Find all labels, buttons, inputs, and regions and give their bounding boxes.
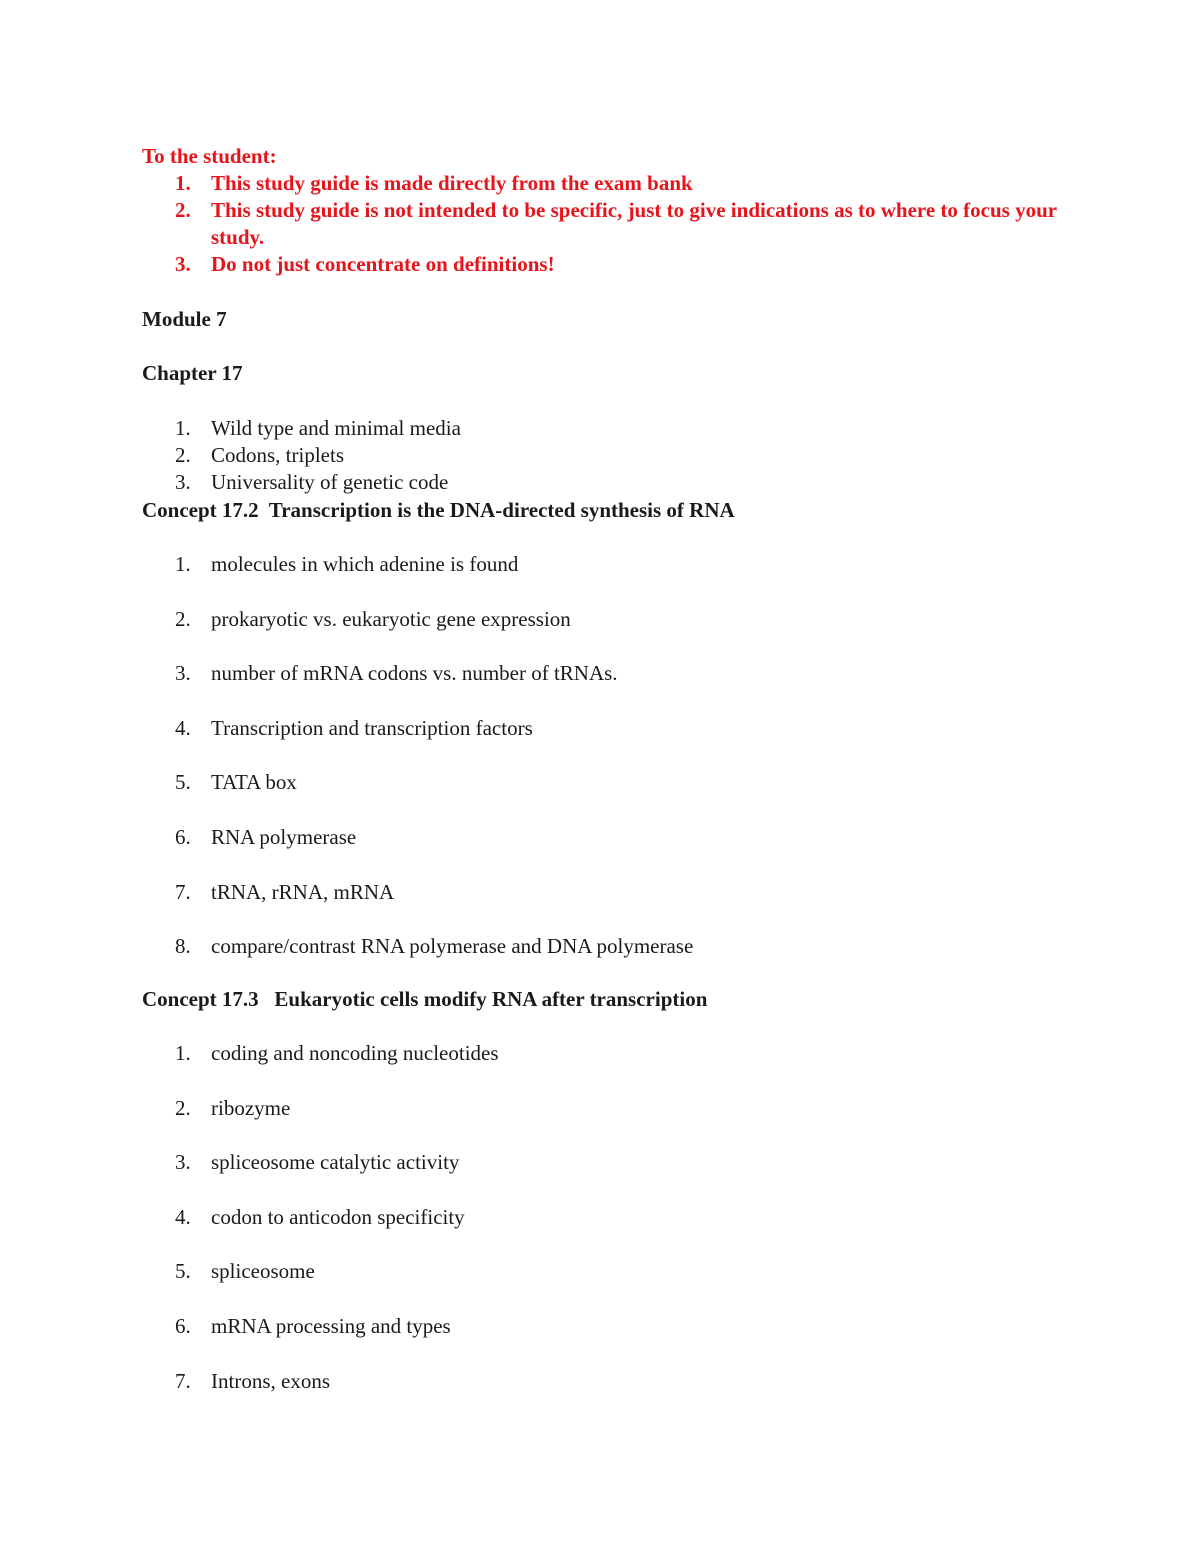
concept-17-2-list <box>142 551 693 960</box>
list-item-number: 2. <box>175 443 191 467</box>
list-item-text: prokaryotic vs. eukaryotic gene expression <box>211 606 571 631</box>
list-item-number: 4. <box>175 1204 191 1229</box>
list-item-text: TATA box <box>211 770 297 795</box>
list-item <box>142 715 693 742</box>
list-item-text: mRNA processing and types <box>211 1313 451 1338</box>
list-item-number: 6. <box>175 1313 191 1338</box>
list-item <box>142 933 693 960</box>
list-item <box>142 442 461 469</box>
list-item-text: spliceosome <box>211 1259 315 1284</box>
list-item <box>142 251 1061 278</box>
list-item-text: Wild type and minimal media <box>211 416 461 440</box>
intro-list <box>142 170 1061 278</box>
list-item-number: 5. <box>175 770 191 795</box>
list-item-number: 3. <box>175 661 191 686</box>
list-item-number: 7. <box>175 879 191 904</box>
module-heading: Module 7 <box>142 307 227 331</box>
list-item <box>142 769 693 796</box>
list-item <box>142 606 693 633</box>
list-item-number: 7. <box>175 1368 191 1393</box>
list-item-number: 2. <box>175 198 191 222</box>
list-item-number: 3. <box>175 1150 191 1175</box>
list-item-text: Codons, triplets <box>211 443 345 467</box>
list-item-number: 1. <box>175 171 191 195</box>
list-item-text: molecules in which adenine is found <box>211 552 519 576</box>
list-item <box>142 660 693 687</box>
concept-17-3-list <box>142 1040 499 1395</box>
list-item-text: ribozyme <box>211 1095 291 1120</box>
list-item-text: spliceosome catalytic activity <box>211 1150 460 1175</box>
list-item-number: 8. <box>175 934 191 959</box>
list-item-number: 3. <box>175 252 191 276</box>
list-item <box>142 879 693 906</box>
list-item-text: RNA polymerase <box>211 824 357 849</box>
list-item-number: 4. <box>175 715 191 740</box>
list-item-text: codon to anticodon specificity <box>211 1204 465 1229</box>
list-item <box>142 1040 499 1067</box>
list-item <box>142 415 461 442</box>
chapter-heading: Chapter 17 <box>142 361 243 385</box>
intro-heading: To the student: <box>142 144 277 168</box>
list-item-number: 1. <box>175 1041 191 1065</box>
list-item <box>142 551 693 578</box>
list-item-text: Introns, exons <box>211 1368 330 1393</box>
list-item-text: tRNA, rRNA, mRNA <box>211 879 395 904</box>
list-item-number: 1. <box>175 552 191 576</box>
list-item-number: 3. <box>175 470 191 494</box>
list-item-number: 2. <box>175 1095 191 1120</box>
list-item-text: Universality of genetic code <box>211 470 449 494</box>
list-item-text: This study guide is made directly from the exam bank <box>211 171 693 195</box>
list-item-text: This study guide is not intended to be specific, just to give indications as to where to focus your study. <box>211 198 1057 249</box>
list-item <box>142 1149 499 1176</box>
list-item-text: coding and noncoding nucleotides <box>211 1041 499 1065</box>
list-item-text: compare/contrast RNA polymerase and DNA polymerase <box>211 934 694 959</box>
chapter-list <box>142 415 461 496</box>
list-item <box>142 1204 499 1231</box>
list-item-text: number of mRNA codons vs. number of tRNAs. <box>211 661 618 686</box>
list-item <box>142 469 461 496</box>
list-item <box>142 197 1061 251</box>
list-item <box>142 1258 499 1285</box>
list-item <box>142 1368 499 1395</box>
list-item <box>142 170 1061 197</box>
list-item-number: 1. <box>175 416 191 440</box>
concept-17-3-heading: Concept 17.3 Eukaryotic cells modify RNA after transcription <box>142 987 708 1011</box>
list-item <box>142 824 693 851</box>
concept-17-2-heading: Concept 17.2 Transcription is the DNA-directed synthesis of RNA <box>142 498 735 522</box>
list-item <box>142 1313 499 1340</box>
list-item-text: Transcription and transcription factors <box>211 715 533 740</box>
list-item-text: Do not just concentrate on definitions! <box>211 252 555 276</box>
list-item-number: 2. <box>175 606 191 631</box>
list-item-number: 5. <box>175 1259 191 1284</box>
list-item-number: 6. <box>175 824 191 849</box>
list-item <box>142 1095 499 1122</box>
